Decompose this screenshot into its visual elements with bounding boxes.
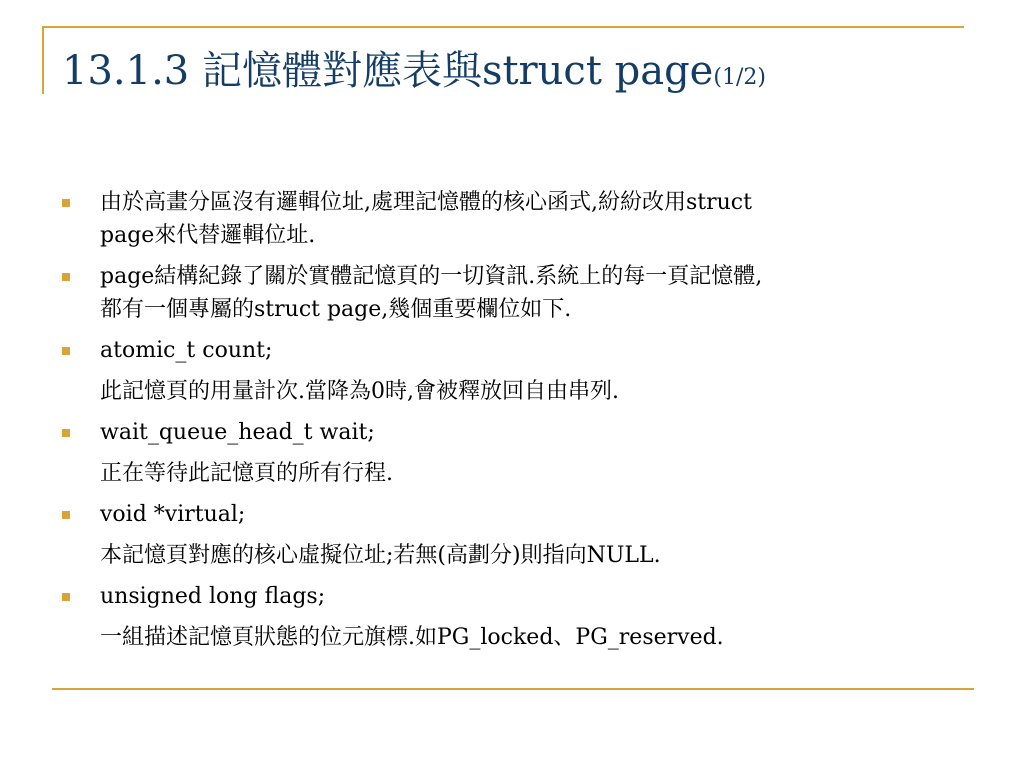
slide-title-text: 13.1.3 記憶體對應表與struct page [62,48,714,94]
slide-title [62,46,766,103]
field-description: 正在等待此記憶頁的所有行程. [100,461,393,486]
bullet-marker [62,429,70,437]
field-description: 本記憶頁對應的核心虛擬位址;若無(高劃分)則指向NULL. [100,543,661,568]
field-description: 此記憶頁的用量計次.當降為0時,會被釋放回自由串列. [100,379,619,404]
bullet-text: page來代替邏輯位址. [100,223,316,248]
bullet-marker [62,199,70,207]
bottom-rule [52,688,974,690]
bullet-item [62,580,962,613]
bullet-item [62,498,962,531]
bullet-marker [62,511,70,519]
slide-title-suffix: (1/2) [713,65,766,90]
bullet-marker [62,347,70,355]
field-description: 一組描述記憶頁狀態的位元旗標.如PG_locked、PG_reserved. [100,625,724,650]
slide-content [62,186,962,662]
left-rule [42,26,44,94]
bullet-text: 由於高畫分區沒有邏輯位址,處理記憶體的核心函式,紛紛改用struct [100,190,752,215]
bullet-text: page結構紀錄了關於實體記憶頁的一切資訊.系統上的每一頁記憶體, [100,264,763,289]
bullet-item [62,416,962,449]
top-rule [42,26,964,28]
bullet-marker [62,273,70,281]
field-declaration: atomic_t count; [100,338,273,363]
bullet-item [62,260,962,326]
field-declaration: unsigned long flags; [100,584,326,609]
field-declaration: void *virtual; [100,502,246,527]
bullet-marker [62,593,70,601]
bullet-item [62,334,962,367]
field-declaration: wait_queue_head_t wait; [100,420,375,445]
bullet-text: 都有一個專屬的struct page,幾個重要欄位如下. [100,297,572,322]
bullet-item [62,186,962,252]
